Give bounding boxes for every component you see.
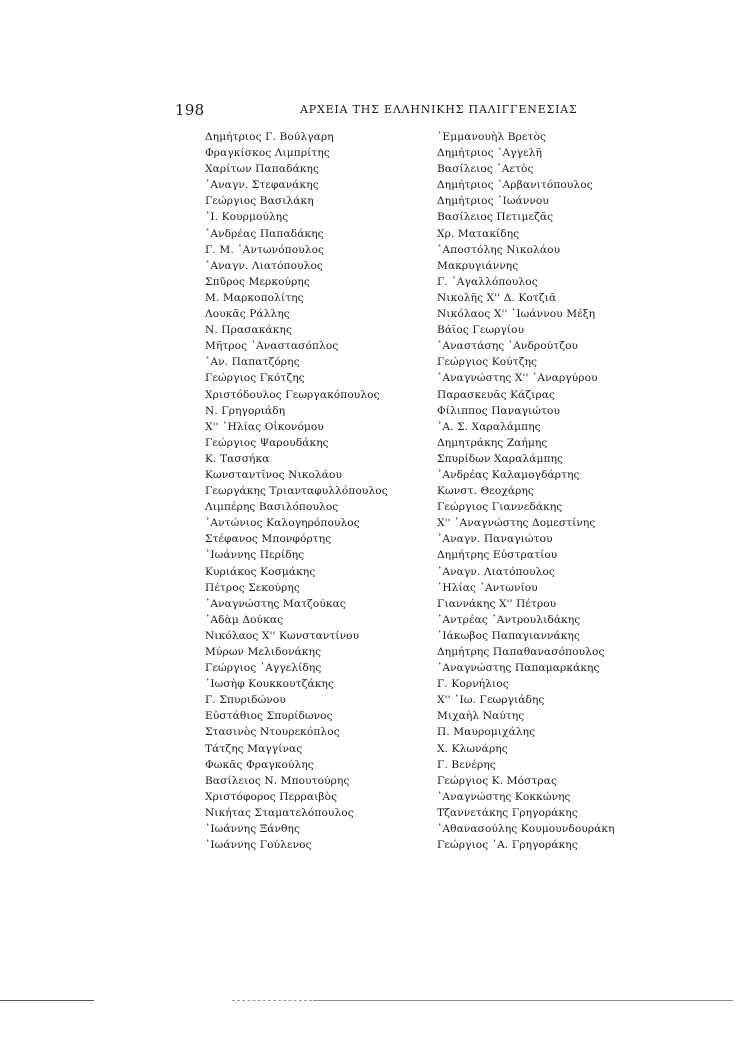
name-entry: ᾿Ιωσὴφ Κουκκουτζάκης — [205, 678, 334, 691]
name-entry: Γ. Βενέρης — [437, 758, 496, 771]
name-entry: Γεώργιος Κούτζης — [437, 356, 538, 369]
name-entry: Π. Μαυρομιχάλης — [437, 726, 536, 739]
name-entry: ᾿Αναγνώστης Ματζούκας — [205, 597, 346, 610]
name-entry: Γεωργάκης Τριανταφυλλόπουλος — [205, 485, 388, 498]
name-entry: Κυριάκος Κοσμάκης — [205, 565, 316, 578]
name-entry: ᾿Ι. Κουρμούλης — [205, 211, 289, 224]
name-entry: ᾿Αναγνώστης Παπαμαρκάκης — [437, 662, 600, 675]
name-entry: Πέτρος Σεκούρης — [205, 581, 300, 594]
signatory-list-right — [437, 129, 615, 853]
name-entry: Χριστόδουλος Γεωργακόπουλος — [205, 388, 380, 401]
name-entry: Εὐστάθιος Σπυρίδωνος — [205, 710, 333, 723]
name-entry: Χρ. Ματακίδης — [437, 227, 520, 240]
name-entry: ᾿Ιωάννης Ξάνθης — [205, 823, 301, 836]
name-entry: Γ. Σπυριδώνου — [205, 694, 286, 707]
name-entry: Μιχαὴλ Ναύτης — [437, 710, 525, 723]
name-entry: Νικόλαος Χ'' Κωνσταντίνου — [205, 629, 360, 642]
name-entry: Γ. ᾿Αγαλλόπουλος — [437, 275, 538, 288]
name-entry: Τζαννετάκης Γρηγοράκης — [437, 806, 578, 819]
name-entry: Σπῦρος Μερκούρης — [205, 275, 310, 288]
name-entry: ᾿Αναγνώστης Χ'' ᾿Αναργύρου — [437, 372, 598, 385]
name-entry: Δημήτριος ᾿Αρβανιτόπουλος — [437, 179, 593, 192]
name-entry: Ν. Πρασακάκης — [205, 324, 292, 337]
name-entry: Γεώργιος Κ. Μόστρας — [437, 774, 558, 787]
footer-rule-left — [0, 1000, 94, 1001]
name-entry: ᾿Εμμανουὴλ Βρετὸς — [437, 131, 547, 143]
name-entry: Νικολῆς Χ'' Δ. Κοτζιᾶ — [437, 291, 557, 304]
footer-rule-right — [313, 1000, 733, 1001]
name-entry: Χ'' ᾿Αναγνώστης Δομεστίνης — [437, 517, 596, 530]
footer-rule-middle — [232, 1000, 312, 1001]
running-head-title: ΑΡΧΕΙΑ ΤΗΣ ΕΛΛΗΝΙΚΗΣ ΠΑΛΙΓΓΕΝΕΣΙΑΣ — [300, 103, 578, 116]
name-entry: ᾿Αναστάσης ᾿Ανδρούτζου — [437, 340, 579, 353]
name-entry: ᾿Ηλίας ᾿Αντωνίου — [437, 581, 538, 594]
name-entry: Γεώργιος Ψαρουδάκης — [205, 436, 329, 449]
name-entry: ᾿Αντρέας ᾿Αντρουλιδάκης — [437, 613, 581, 626]
name-entry: Γεώργιος Γιαννεδάκης — [437, 501, 563, 514]
name-entry: Φραγκίσκος Λιμπρίτης — [205, 147, 330, 160]
name-entry: ᾿Αποστόλης Νικολάου — [437, 243, 561, 256]
name-entry: Μύρων Μελιδονάκης — [205, 646, 322, 658]
name-entry: Χ'' ᾿Ηλίας Οἰκονόμου — [205, 420, 324, 433]
name-entry: Κ. Τασσήκα — [205, 452, 270, 465]
name-entry: ᾿Αναγν. Λιατόπουλος — [437, 565, 555, 578]
name-entry: ᾿Αντώνιος Καλογηρόπουλος — [205, 517, 360, 530]
page-number: 198 — [175, 101, 205, 119]
name-entry: Γ. Κορνήλιος — [437, 678, 509, 691]
name-entry: ᾿Ανδρέας Καλαμογδάρτης — [437, 468, 580, 481]
name-entry: ᾿Ιωάννης Γούλενος — [205, 839, 312, 852]
name-entry: ᾿Ανδρέας Παπαδάκης — [205, 227, 324, 240]
name-entry: Στέφανος Μπονφόρτης — [205, 533, 332, 546]
name-entry: Γεώργιος ᾿Αγγελίδης — [205, 662, 322, 675]
name-entry: Μακρυγιάννης — [437, 259, 519, 272]
signatory-list-left — [205, 129, 388, 853]
name-entry: Νικόλαος Χ'' ᾿Ιωάννου Μέξη — [437, 308, 596, 321]
name-entry: ᾿Αναγνώστης Κοκκώνης — [437, 790, 571, 803]
name-entry: Δημήτρης Εὐστρατίου — [437, 549, 558, 562]
name-entry: Σπυρίδων Χαραλάμπης — [437, 452, 564, 465]
name-entry: ᾿Ιωάννης Περίδης — [205, 549, 305, 562]
name-entry: ᾿Αναγν. Λιατόπουλος — [205, 259, 323, 272]
name-entry: Δημητράκης Ζαήμης — [437, 436, 548, 449]
name-entry: Δημήτριος ᾿Ιωάννου — [437, 195, 549, 208]
name-entry: ᾿Αδὰμ Δούκας — [205, 613, 284, 626]
name-entry: Γεώργιος ᾿Α. Γρηγοράκης — [437, 839, 578, 852]
name-entry: ᾿Αναγν. Παναγιώτου — [437, 533, 553, 546]
name-entry: Λουκᾶς Ράλλης — [205, 308, 290, 321]
name-entry: Γεώργιος Βασιλάκη — [205, 195, 314, 208]
name-entry: ᾿Ιάκωβος Παπαγιαννάκης — [437, 629, 580, 642]
name-entry: Μῆτρος ᾿Αναστασόπλος — [205, 340, 339, 353]
name-entry: Βασίλειος Ν. Μπουτούρης — [205, 774, 350, 787]
name-entry: Λιμπέρης Βασιλόπουλος — [205, 501, 339, 514]
name-entry: Τάτζης Μαγγίνας — [205, 742, 303, 755]
name-entry: Δημήτριος ᾿Αγγελῆ — [437, 147, 543, 160]
name-entry: Βασίλειος ᾿Αετὸς — [437, 163, 534, 176]
name-entry: Μ. Μαρκοπολίτης — [205, 291, 304, 304]
name-entry: Γιαννάκης Χ'' Πέτρου — [437, 597, 557, 610]
name-entry: Παρασκευᾶς Κάζιρας — [437, 388, 556, 401]
name-entry: Γ. Μ. ᾿Αντωνόπουλος — [205, 243, 325, 256]
name-entry: ᾿Αν. Παπατζόρης — [205, 356, 300, 369]
name-entry: Φωκᾶς Φραγκούλης — [205, 758, 314, 771]
name-entry: Χ'' ᾿Ιω. Γεωργιάδης — [437, 694, 545, 707]
name-entry: Κωνσταντῖνος Νικολάου — [205, 468, 343, 481]
name-entry: Βασίλειος Πετιμεζᾶς — [437, 211, 554, 224]
name-entry: Κωνστ. Θεοχάρης — [437, 485, 534, 498]
name-entry: Δημήτριος Γ. Βούλγαρη — [205, 131, 334, 143]
name-entry: Στασινὸς Ντουρεκόπλος — [205, 726, 340, 739]
name-entry: Χ. Κλωνάρης — [437, 742, 508, 755]
name-entry: Δημήτρης Παπαθανασόπουλος — [437, 646, 605, 658]
name-entry: Χαρίτων Παπαδάκης — [205, 163, 320, 176]
name-entry: Βάϊος Γεωργίου — [437, 324, 525, 337]
name-entry: Γεώργιος Γκότζης — [205, 372, 305, 385]
name-entry: ᾿Αναγν. Στεφανάκης — [205, 179, 319, 192]
name-entry: ᾿Α. Σ. Χαραλάμπης — [437, 420, 541, 433]
name-entry: Φίλιππος Παναγιώτου — [437, 404, 560, 417]
name-entry: Νικήτας Σταματελόπουλος — [205, 806, 354, 819]
name-entry: Ν. Γρηγοριάδη — [205, 404, 286, 417]
name-entry: ᾿Αθανασούλης Κουμουνδουράκη — [437, 823, 615, 836]
name-entry: Χριστόφορος Περραιβὸς — [205, 790, 338, 803]
